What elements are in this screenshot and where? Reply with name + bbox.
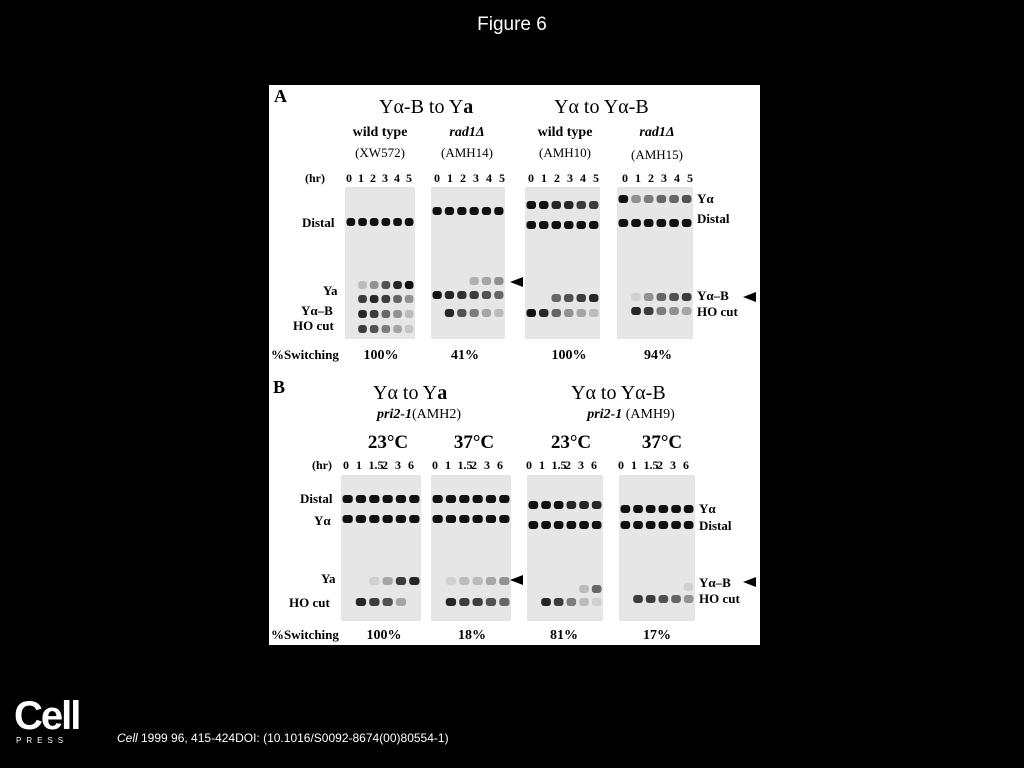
gel-band — [564, 201, 574, 209]
gel-band — [393, 310, 402, 318]
time-point-a-2-2: 1 — [447, 171, 453, 185]
label-a-ho-cut-right: HO cut — [697, 304, 738, 319]
gel-band — [682, 293, 692, 301]
gel-band — [541, 521, 551, 529]
strain-genotype-2: rad1Δ — [449, 125, 485, 140]
gel-band — [589, 221, 599, 229]
time-point-a-2-6: 5 — [499, 171, 505, 185]
logo-press: PRESS — [16, 736, 69, 745]
gel-band — [657, 293, 667, 301]
cell-press-logo — [14, 694, 86, 750]
panel-b-group-title-1: Yα to Ya — [373, 382, 448, 404]
switch-a-3: 100% — [551, 348, 587, 363]
gel-image-7 — [527, 475, 603, 621]
gel-band — [564, 221, 574, 229]
time-point-a-4-5: 4 — [674, 171, 680, 185]
gel-background — [345, 187, 415, 339]
gel-band — [358, 281, 367, 289]
gel-band — [473, 577, 483, 585]
gel-band — [539, 201, 549, 209]
gel-band — [383, 598, 393, 606]
figure-panel — [269, 85, 760, 645]
label-b-distal: Distal — [300, 491, 333, 506]
gel-band — [684, 583, 694, 591]
gel-band — [459, 598, 469, 606]
gel-background — [619, 475, 695, 621]
arrowhead-b-1 — [510, 575, 523, 585]
gel-band — [671, 521, 681, 529]
gel-band — [482, 277, 491, 285]
gel-band — [552, 221, 562, 229]
time-point-a-4-3: 2 — [648, 171, 654, 185]
gel-band — [343, 515, 353, 523]
time-point-b-3-5: 3 — [578, 458, 584, 472]
gel-band — [396, 598, 406, 606]
gel-band — [589, 201, 599, 209]
panel-a-hr-label: (hr) — [305, 171, 325, 185]
switch-a-4: 94% — [644, 348, 672, 363]
gel-band — [644, 219, 654, 227]
gel-band — [646, 521, 656, 529]
gel-band — [669, 293, 679, 301]
gel-band — [527, 201, 537, 209]
switch-b-3: 81% — [550, 628, 578, 643]
gel-band — [579, 585, 589, 593]
logo-word: Cell — [14, 694, 80, 738]
gel-band — [564, 294, 574, 302]
gel-band — [382, 310, 391, 318]
label-b-ya: Ya — [321, 571, 336, 586]
gel-band — [592, 521, 602, 529]
gel-band — [499, 577, 509, 585]
time-point-a-3-5: 4 — [580, 171, 586, 185]
panel-b-group-title-2: Yα to Yα-B — [571, 382, 666, 404]
time-point-b-2-6: 6 — [497, 458, 503, 472]
gel-band — [405, 281, 414, 289]
gel-band — [631, 195, 641, 203]
strain-genotype-4: rad1Δ — [639, 125, 675, 140]
gel-band — [633, 521, 643, 529]
gel-band — [382, 325, 391, 333]
gel-band — [554, 501, 564, 509]
gel-band — [657, 219, 667, 227]
switch-a-1: 100% — [363, 348, 399, 363]
gel-band — [552, 309, 562, 317]
gel-band — [659, 521, 669, 529]
gel-band — [446, 577, 456, 585]
gel-band — [343, 495, 353, 503]
gel-band — [682, 195, 692, 203]
gel-band — [621, 505, 631, 513]
gel-band — [631, 293, 641, 301]
time-point-b-3-3: 1.5 — [551, 458, 567, 472]
gel-band — [657, 307, 667, 315]
gel-band — [592, 501, 602, 509]
time-point-a-2-3: 2 — [460, 171, 466, 185]
temp-b-1: 23°C — [367, 432, 409, 453]
gel-band — [369, 515, 379, 523]
time-point-a-4-2: 1 — [635, 171, 641, 185]
gel-band — [470, 309, 479, 317]
panel-b-strain-1: pri2-1(AMH2) — [377, 407, 461, 422]
gel-band — [370, 281, 379, 289]
label-a-yalpha-b-right: Yα–B — [697, 288, 729, 303]
time-point-b-1-4: 2 — [382, 458, 388, 472]
gel-band — [619, 195, 629, 203]
gel-band — [446, 515, 456, 523]
gel-band — [494, 207, 503, 215]
gel-band — [589, 309, 599, 317]
arrowhead-b-2 — [743, 577, 756, 587]
gel-band — [393, 281, 402, 289]
gel-band — [564, 309, 574, 317]
gel-band — [358, 310, 367, 318]
gel-band — [527, 309, 537, 317]
gel-band — [445, 207, 454, 215]
time-point-b-3-4: 2 — [565, 458, 571, 472]
gel-band — [589, 294, 599, 302]
time-point-a-1-3: 2 — [370, 171, 376, 185]
gel-background — [525, 187, 600, 339]
time-point-a-1-1: 0 — [346, 171, 352, 185]
gel-band — [383, 495, 393, 503]
time-point-a-3-3: 2 — [554, 171, 560, 185]
panel-b-letter: B — [273, 377, 286, 397]
gel-band — [684, 595, 694, 603]
gel-band — [577, 309, 587, 317]
gel-band — [567, 501, 577, 509]
gel-band — [382, 281, 391, 289]
gel-band — [433, 515, 443, 523]
gel-band — [592, 598, 602, 606]
gel-band — [529, 521, 539, 529]
gel-background — [431, 475, 511, 621]
label-a-yalpha-b: Yα–B — [301, 303, 333, 318]
gel-band — [486, 495, 496, 503]
gel-band — [409, 577, 419, 585]
panel-a-letter: A — [274, 86, 287, 106]
gel-band — [552, 294, 562, 302]
switch-b-1: 100% — [366, 628, 402, 643]
gel-band — [646, 595, 656, 603]
strain-id-1: (XW572) — [355, 145, 405, 160]
gel-image-8 — [619, 475, 695, 621]
gel-band — [433, 495, 443, 503]
temp-b-4: 37°C — [641, 432, 683, 453]
gel-band — [473, 515, 483, 523]
gel-background — [527, 475, 603, 621]
gel-image-5 — [341, 475, 421, 621]
gel-band — [396, 577, 406, 585]
gel-band — [369, 598, 379, 606]
gel-band — [358, 218, 367, 226]
time-point-a-2-5: 4 — [486, 171, 492, 185]
gel-band — [459, 515, 469, 523]
panel-a-group-title-2: Yα to Yα-B — [554, 96, 649, 118]
gel-band — [633, 505, 643, 513]
label-b-ho-cut: HO cut — [289, 595, 330, 610]
time-point-b-2-1: 0 — [432, 458, 438, 472]
time-point-b-1-5: 3 — [395, 458, 401, 472]
gel-band — [396, 495, 406, 503]
gel-band — [552, 201, 562, 209]
arrowhead-a-1 — [510, 277, 523, 287]
time-point-a-2-4: 3 — [473, 171, 479, 185]
time-point-b-4-4: 2 — [657, 458, 663, 472]
time-point-a-4-4: 3 — [661, 171, 667, 185]
gel-band — [682, 219, 692, 227]
gel-band — [369, 577, 379, 585]
gel-band — [621, 521, 631, 529]
citation-details: 1999 96, 415-424DOI: (10.1016/S0092-8674(00)80554-1) — [137, 731, 449, 745]
time-point-a-1-4: 3 — [382, 171, 388, 185]
label-a-distal: Distal — [302, 215, 335, 230]
label-a-distal-right: Distal — [697, 211, 730, 226]
gel-band — [459, 577, 469, 585]
gel-band — [393, 325, 402, 333]
gel-band — [529, 501, 539, 509]
gel-band — [356, 515, 366, 523]
gel-band — [482, 291, 491, 299]
time-point-b-1-3: 1.5 — [368, 458, 384, 472]
gel-band — [579, 521, 589, 529]
gel-band — [554, 598, 564, 606]
gel-band — [446, 495, 456, 503]
gel-band — [370, 310, 379, 318]
gel-background — [431, 187, 505, 339]
gel-band — [470, 207, 479, 215]
label-a-ya: Ya — [323, 283, 338, 298]
time-point-a-4-1: 0 — [622, 171, 628, 185]
gel-band — [541, 598, 551, 606]
gel-band — [684, 505, 694, 513]
gel-band — [486, 598, 496, 606]
gel-band — [473, 598, 483, 606]
gel-band — [671, 595, 681, 603]
gel-band — [486, 577, 496, 585]
gel-band — [494, 309, 503, 317]
switch-b-2: 18% — [458, 628, 486, 643]
gel-band — [671, 505, 681, 513]
gel-band — [409, 515, 419, 523]
label-b-ho-cut-right: HO cut — [699, 591, 740, 606]
panel-a-group-title-1: Yα-B to Ya — [379, 96, 474, 118]
gel-band — [370, 218, 379, 226]
panel-a-time-points — [346, 171, 693, 185]
gel-band — [433, 207, 442, 215]
citation-journal: Cell — [117, 731, 138, 745]
gel-background — [341, 475, 421, 621]
strain-genotype-1: wild type — [352, 125, 408, 140]
figure-title: Figure 6 — [477, 14, 547, 35]
gel-band — [470, 291, 479, 299]
time-point-a-3-6: 5 — [593, 171, 599, 185]
gel-band — [567, 521, 577, 529]
gel-band — [358, 325, 367, 333]
gel-band — [659, 595, 669, 603]
time-point-b-4-3: 1.5 — [643, 458, 659, 472]
time-point-b-2-4: 2 — [471, 458, 477, 472]
time-point-b-2-5: 3 — [484, 458, 490, 472]
time-point-b-4-2: 1 — [631, 458, 637, 472]
gel-band — [657, 195, 667, 203]
time-point-b-1-1: 0 — [343, 458, 349, 472]
citation — [117, 731, 449, 745]
gel-band — [486, 515, 496, 523]
gel-band — [577, 221, 587, 229]
gel-band — [682, 307, 692, 315]
time-point-a-4-6: 5 — [687, 171, 693, 185]
gel-band — [659, 505, 669, 513]
gel-band — [482, 309, 491, 317]
gel-band — [577, 201, 587, 209]
gel-band — [457, 207, 466, 215]
gel-band — [405, 295, 414, 303]
label-b-yalpha-right: Yα — [699, 501, 716, 516]
time-point-b-1-6: 6 — [408, 458, 414, 472]
gel-band — [494, 277, 503, 285]
gel-band — [494, 291, 503, 299]
label-a-yalpha-right: Yα — [697, 191, 714, 206]
label-b-distal-right: Distal — [699, 518, 732, 533]
gel-band — [539, 309, 549, 317]
gel-band — [347, 218, 356, 226]
gel-band — [445, 309, 454, 317]
gel-band — [370, 295, 379, 303]
gel-band — [499, 598, 509, 606]
time-point-a-3-2: 1 — [541, 171, 547, 185]
panel-b-switching-label: %Switching — [271, 627, 339, 642]
gel-band — [356, 495, 366, 503]
gel-background — [617, 187, 693, 339]
gel-band — [369, 495, 379, 503]
gel-band — [482, 207, 491, 215]
gel-band — [393, 218, 402, 226]
figure-canvas — [269, 85, 760, 645]
gel-band — [405, 325, 414, 333]
time-point-a-1-6: 5 — [406, 171, 412, 185]
gel-band — [457, 291, 466, 299]
gel-band — [619, 219, 629, 227]
gel-band — [577, 294, 587, 302]
panel-b-strain-2: pri2-1 (AMH9) — [587, 407, 675, 422]
gel-band — [396, 515, 406, 523]
gel-images — [341, 187, 695, 621]
gel-band — [669, 219, 679, 227]
gel-band — [631, 219, 641, 227]
gel-band — [382, 218, 391, 226]
gel-band — [631, 307, 641, 315]
gel-band — [499, 495, 509, 503]
gel-band — [370, 325, 379, 333]
gel-band — [644, 293, 654, 301]
label-b-yalpha: Yα — [314, 513, 331, 528]
gel-band — [405, 310, 414, 318]
gel-band — [669, 307, 679, 315]
gel-band — [459, 495, 469, 503]
gel-image-6 — [431, 475, 511, 621]
gel-band — [358, 295, 367, 303]
time-point-b-4-6: 6 — [683, 458, 689, 472]
time-point-b-4-5: 3 — [670, 458, 676, 472]
time-point-b-3-1: 0 — [526, 458, 532, 472]
time-point-a-3-1: 0 — [528, 171, 534, 185]
strain-id-4: (AMH15) — [631, 147, 683, 162]
time-point-b-4-1: 0 — [618, 458, 624, 472]
gel-band — [669, 195, 679, 203]
gel-band — [541, 501, 551, 509]
gel-band — [383, 577, 393, 585]
strain-id-3: (AMH10) — [539, 145, 591, 160]
gel-band — [473, 495, 483, 503]
gel-band — [579, 598, 589, 606]
gel-band — [445, 291, 454, 299]
gel-band — [470, 277, 479, 285]
label-b-yalpha-b-right: Yα–B — [699, 575, 731, 590]
strain-id-2: (AMH14) — [441, 145, 493, 160]
gel-band — [446, 598, 456, 606]
time-point-b-2-2: 1 — [445, 458, 451, 472]
panel-a-switching-label: %Switching — [271, 347, 339, 362]
panel-b-time-points — [343, 458, 689, 472]
gel-band — [579, 501, 589, 509]
gel-band — [684, 521, 694, 529]
panel-b-hr-label: (hr) — [312, 458, 332, 472]
gel-band — [567, 598, 577, 606]
time-point-b-1-2: 1 — [356, 458, 362, 472]
gel-band — [356, 598, 366, 606]
gel-image-2 — [431, 187, 505, 339]
switch-b-4: 17% — [643, 628, 671, 643]
time-point-a-3-4: 3 — [567, 171, 573, 185]
gel-band — [592, 585, 602, 593]
gel-image-3 — [525, 187, 600, 339]
gel-band — [633, 595, 643, 603]
time-point-b-3-6: 6 — [591, 458, 597, 472]
temp-b-3: 23°C — [550, 432, 592, 453]
gel-band — [405, 218, 414, 226]
gel-band — [383, 515, 393, 523]
gel-image-1 — [345, 187, 415, 339]
gel-band — [499, 515, 509, 523]
gel-band — [393, 295, 402, 303]
gel-band — [554, 521, 564, 529]
gel-band — [646, 505, 656, 513]
gel-band — [457, 309, 466, 317]
strain-genotype-3: wild type — [537, 125, 593, 140]
gel-band — [644, 195, 654, 203]
label-a-ho-cut: HO cut — [293, 318, 334, 333]
time-point-b-2-3: 1.5 — [457, 458, 473, 472]
time-point-b-3-2: 1 — [539, 458, 545, 472]
gel-band — [539, 221, 549, 229]
gel-band — [409, 495, 419, 503]
temp-b-2: 37°C — [453, 432, 495, 453]
time-point-a-1-5: 4 — [394, 171, 400, 185]
arrowhead-a-2 — [743, 292, 756, 302]
time-point-a-2-1: 0 — [434, 171, 440, 185]
gel-band — [527, 221, 537, 229]
gel-band — [433, 291, 442, 299]
gel-band — [644, 307, 654, 315]
gel-band — [382, 295, 391, 303]
switch-a-2: 41% — [451, 348, 479, 363]
gel-image-4 — [617, 187, 693, 339]
time-point-a-1-2: 1 — [358, 171, 364, 185]
